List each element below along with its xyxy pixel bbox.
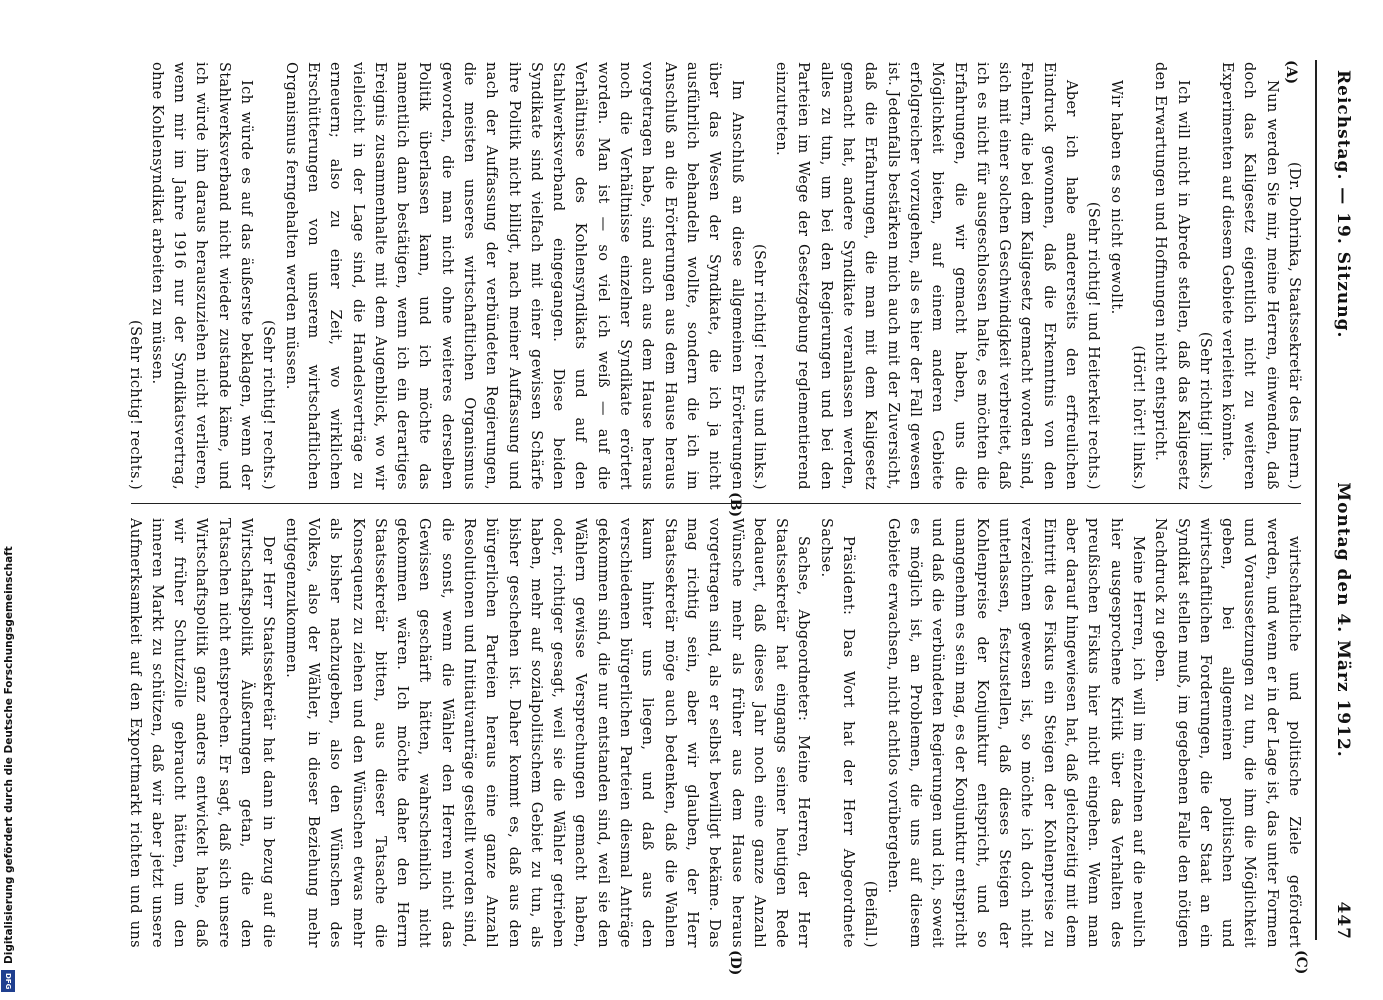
interjection: (Dr. Dohrinka, Staatssekretär des Innern.) (1286, 162, 1302, 490)
paragraph: Sachse, Abgeordneter: Meine Herren, der Herr Staatssekretär hat eingangs seiner heutigen Rede bedauert, daß dieses Jahr noch eine ganze Anzahl Wünsche mehr als früher aus dem Hause heraus vorgetragen sind, als er selbst bewilligt bekäme. Das mag richtig sein, aber wir glauben, der Herr Staatssekretär möge auch bedenken, daß die Wahlen kaum hinter uns liegen, und daß aus den verschiedenen bürgerlichen Parteien diesmal Anträge gekommen sind, die nur entstanden sind, weil sie den Wählern gewisse Versprechungen gemacht haben, oder, richtiger gesagt, weil sie die Wähler getrieben haben, mehr auf sozialpolitischem Gebiet zu tun, als bisher geschehen ist. Daher kommt es, daß aus den bürgerlichen Parteien heraus eine ganze Anzahl Resolutionen und Initiativanträge gestellt worden sind, die sonst, wenn die Wähler den Herren nicht das Gewissen geschärft hätten, wahrscheinlich nicht gekommen wären. Ich möchte daher den Herrn Staatssekretär bitten, aus dieser Tatsache die Konsequenz zu ziehen und den Wünschen etwas mehr als bisher nachzugeben, also den Wünschen des Volkes, also der Wähler, in dieser Beziehung mehr entgegenzukommen. (282, 518, 812, 948)
interjection: (Sehr richtig! rechts und links.) (750, 244, 767, 490)
margin-ref-d: (D) (727, 950, 743, 976)
paragraph: Aber ich habe andererseits den erfreulichen Eindruck gewonnen, daß die Erkenntnis von den Fehlern, die bei dem Kaligesetz gemacht worden sind, sich mit einer solchen Geschwindigkeit verbreitet, daß ich es nicht für ausgeschlossen halte, es möchten die Erfahrungen, die wir gemacht haben, uns die Möglichkeit bieten, auf einem anderen Gebiete erfolgreicher vorzugehen, als es hier der Fall gewesen ist. Jedenfalls bestärken mich auch mit der Zuversicht, daß die Erfahrungen, die man mit dem Kaligesetz gemacht hat, andere Syndikate veranlassen werden, alles zu tun, um bei den Regierungen und bei den Parteien im Wege der Gesetzgebung reglementierend einzutreten. (773, 62, 1080, 490)
margin-ref-c: (C) (1293, 950, 1309, 975)
interjection: (Hört! hört! links.) (1129, 345, 1146, 490)
credit-text: Digitalisierung gefördert durch die Deutsche Forschungsgemeinschaft (3, 546, 15, 964)
left-column (125, 62, 1305, 490)
interjection: (Sehr richtig! links.) (1196, 331, 1213, 490)
interjection: (Sehr richtig! rechts.) (260, 320, 277, 490)
paragraph: Nun werden Sie mir, meine Herren, einwenden, daß doch das Kaligesetz eigentlich nicht zu weiteren Experimenten auf diesem Gebiete verleiten könnte. (1219, 62, 1280, 490)
right-column (125, 518, 1305, 948)
interjection: (Sehr richtig! rechts.) (126, 320, 143, 490)
page-header (1323, 70, 1363, 940)
digitization-credit (1, 2, 15, 992)
header-left: Reichstag. — 19. Sitzung. (1333, 70, 1353, 339)
paragraph: Meine Herren, ich will im einzelnen auf die neulich hier ausgesprochene Kritik über das Verhalten des preußischen Fiskus hier nicht eingehen. Wenn man aber darauf hingewiesen hat, daß gleichzeitig mit dem Eintritt des Fiskus ein Steigen der Kohlenpreise zu verzeichnen gewesen ist, so möchte ich doch nicht unterlassen, festzustellen, daß dieses Steigen der Kohlenpreise der Konjunktur entspricht, und so unangenehm es sein mag, es der Konjunktur entspricht und daß die verbündeten Regierungen und ich, soweit es möglich ist, an Problemen, die uns auf diesem Gebiete erwachsen, nicht achtlos vorübergehen. (884, 518, 1146, 948)
header-center: Montag den 4. März 1912. (1333, 482, 1353, 758)
column-divider (131, 503, 1301, 504)
dfg-logo: DFG (1, 970, 15, 992)
interjection: (Sehr richtig! und Heiterkeit rechts.) (1085, 201, 1102, 490)
paragraph: Ich will nicht in Abrede stellen, daß das Kaligesetz den Erwartungen und Hoffnungen nicht entspricht. (1152, 62, 1191, 490)
paragraph: Präsident: Das Wort hat der Herr Abgeordnete Sachse. (817, 518, 857, 948)
paragraph: Wir haben es so nicht gewollt. (1107, 80, 1124, 315)
page-number: 447 (1333, 901, 1353, 940)
paragraph: Der Herr Staatssekretär hat dann in bezug auf die Wirtschaftspolitik Äußerungen getan, die den Tatsachen nicht entsprechen. Er sagt, daß sich unsere Wirtschaftspolitik ganz anders entwickelt habe, daß wir früher Schutzzölle gebraucht hätten, um den inneren Markt zu schützen, daß wir aber jetzt unsere Aufmerksamkeit auf den Exportmarkt richten und uns (126, 518, 277, 948)
header-rule (1315, 60, 1317, 940)
paragraph: Ich würde es auf das äußerste beklagen, wenn der Stahlwerksverband nicht wieder zustande käme, und ich würde ihn daraus herauszuziehen nicht verlieren, wenn mir im Jahre 1916 nur der Syndikatsvertrag, ohne Kohlensyndikat arbeiten zu müssen. (148, 62, 255, 490)
margin-ref-a: (A) (1283, 60, 1299, 85)
margin-ref-b: (B) (727, 492, 743, 518)
paragraph: wirtschaftliche und politische Ziele gefördert werden, und wenn er in der Lage ist, das unter Formen und Voraussetzungen zu tun, die ihm die Möglichkeit geben, bei allgemeinen politischen und wirtschaftlichen Forderungen, die der Staat an ein Syndikat stellen muß, im gegebenen Falle den nötigen Nachdruck zu geben. (1152, 518, 1302, 948)
paragraph: Im Anschluß an diese allgemeinen Erörterungen über das Wesen der Syndikate, die ich ja nicht ausführlich behandeln wollte, sondern die ich im Anschluß an die Erörterungen aus dem Hause heraus vorgetragen habe, sind auch aus dem Hause heraus noch die Verhältnisse einzelner Syndikate erörtert worden. Man ist — so viel ich weiß — auf die Verhältnisse des Kohlensyndikats und auf den Stahlwerksverband eingegangen. Diese beiden Syndikate sind vielfach mit einer gewissen Schärfe ihre Politik nicht billigt, nach meiner Auffassung und nach der Auffassung der verbündeten Regierungen, die meisten unseres wirtschaftlichen Organismus geworden, die man nicht ohne weiteres derselben Politik überlassen kann, und ich möchte das namentlich dann bestätigen, wenn ich ein derartiges Ereignis zusammenhalte mit dem Augenblick, wo wir vielleicht in der Lage sind, die Handelsverträge zu erneuern; also zu einer Zeit, wo wirklichen Erschütterungen von unserem wirtschaftlichen Organismus ferngehalten werden müssen. (282, 62, 745, 490)
interjection: (Beifall.) (862, 880, 879, 948)
